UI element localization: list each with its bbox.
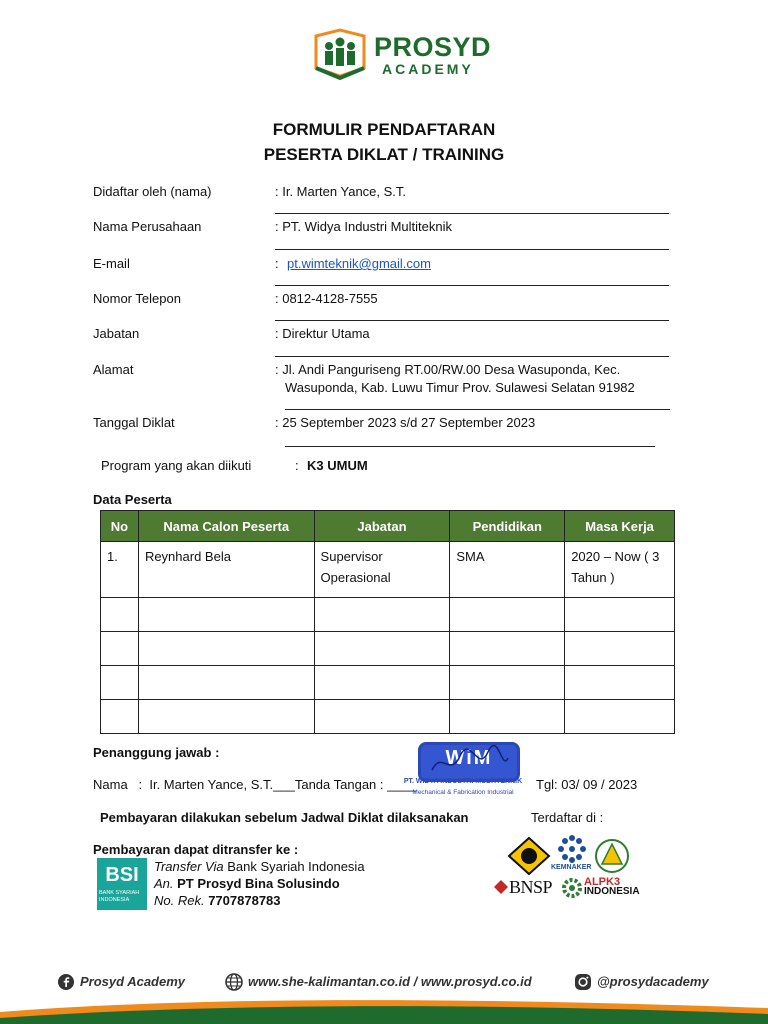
bsi-logo-sub2: INDONESIA [99, 897, 130, 903]
form-title-line1: FORMULIR PENDAFTARAN [272, 120, 496, 139]
cell-nama [138, 598, 314, 632]
divider [275, 356, 669, 357]
cell-pendidikan [450, 632, 565, 666]
divider [275, 285, 669, 286]
cell-jabatan: Supervisor Operasional [314, 542, 450, 598]
via-prefix: Transfer Via [154, 859, 224, 874]
terdaftar-label: Terdaftar di : [531, 810, 604, 825]
penanggung-nama-line: Nama : Ir. Marten Yance, S.T.___Tanda Tangan : ____ [93, 777, 417, 792]
jabatan-label: Jabatan [93, 326, 140, 341]
academy-book-icon [312, 28, 368, 82]
cell-masa-kerja [565, 598, 675, 632]
divider [285, 446, 655, 447]
table-row [101, 700, 675, 734]
alamat-line1: : Jl. Andi Panguriseng RT.00/RW.00 Desa Wasuponda, Kec. [275, 362, 621, 377]
logo-sub: ACADEMY [382, 61, 474, 77]
divider [275, 213, 669, 214]
transfer-heading: Pembayaran dapat ditransfer ke : [93, 842, 299, 857]
cell-pendidikan [450, 598, 565, 632]
bnsp-emblem-icon [492, 878, 510, 896]
cell-no [101, 666, 139, 700]
cell-pendidikan [450, 666, 565, 700]
table-header-row [101, 511, 675, 542]
cell-jabatan [314, 632, 450, 666]
rek-number: 7707878783 [208, 893, 281, 908]
email-colon: : [275, 256, 279, 271]
footer-facebook: Prosyd Academy [80, 974, 186, 989]
form-title-line2: PESERTA DIKLAT / TRAINING [263, 145, 505, 164]
col-masa-kerja: Masa Kerja [565, 511, 675, 542]
alpk3-gear-icon [562, 878, 582, 898]
cell-no [101, 632, 139, 666]
tanggal-value: : 25 September 2023 s/d 27 September 2023 [275, 415, 536, 430]
table-row [101, 666, 675, 700]
bsi-logo [97, 858, 147, 910]
cell-masa-kerja [565, 700, 675, 734]
perusahaan-value: : PT. Widya Industri Multiteknik [275, 219, 452, 234]
bsi-logo-text: BSI [105, 864, 139, 886]
divider [275, 249, 669, 250]
col-nama: Nama Calon Peserta [138, 511, 314, 542]
globe-icon [225, 973, 243, 991]
didaftar-value: : Ir. Marten Yance, S.T. [275, 184, 407, 199]
via-bank: Bank Syariah Indonesia [227, 859, 365, 874]
stamp-company: PT. WIDYA INDUSTRI MULTITEKNIK [403, 778, 523, 785]
cell-no [101, 700, 139, 734]
transfer-via-line [154, 859, 365, 874]
peserta-table [100, 510, 675, 734]
penanggung-heading: Penanggung jawab : [93, 745, 220, 760]
table-row [101, 632, 675, 666]
program-value: K3 UMUM [307, 458, 368, 473]
telepon-value: : 0812-4128-7555 [275, 291, 378, 306]
cell-nama [138, 666, 314, 700]
divider [285, 409, 670, 410]
table-row [101, 598, 675, 632]
cell-jabatan [314, 598, 450, 632]
kemnaker-label: KEMNAKER [551, 864, 592, 871]
email-label: E-mail [93, 256, 130, 271]
an-name: PT Prosyd Bina Solusindo [177, 876, 340, 891]
cell-no [101, 598, 139, 632]
data-peserta-heading: Data Peserta [93, 492, 172, 507]
table-row [101, 542, 675, 598]
an-prefix: An. [154, 876, 174, 891]
alpk3-text2: INDONESIA [584, 886, 640, 897]
rek-prefix: No. Rek. [154, 893, 205, 908]
telepon-label: Nomor Telepon [93, 291, 181, 306]
cell-no: 1. [101, 542, 139, 598]
col-pendidikan: Pendidikan [450, 511, 565, 542]
cell-nama [138, 700, 314, 734]
payment-note: Pembayaran dilakukan sebelum Jadwal Diklat dilaksanakan [100, 810, 469, 825]
divider [275, 320, 669, 321]
perusahaan-label: Nama Perusahaan [93, 219, 202, 234]
jabatan-value: : Direktur Utama [275, 326, 370, 341]
account-name-line [154, 876, 340, 891]
cell-nama: Reynhard Bela [138, 542, 314, 598]
stamp-wim: WiM [445, 747, 493, 769]
logo-name: PROSYD [374, 32, 492, 62]
company-stamp [388, 740, 538, 802]
footer-wave [0, 994, 768, 1024]
program-colon: : [295, 458, 299, 473]
signature-scribble [430, 744, 510, 782]
email-link[interactable]: pt.wimteknik@gmail.com [287, 256, 431, 271]
cell-masa-kerja [565, 632, 675, 666]
k3-emblem-icon [594, 838, 630, 874]
cell-pendidikan [450, 700, 565, 734]
alamat-label: Alamat [93, 362, 134, 377]
cell-nama [138, 632, 314, 666]
bsi-logo-sub1: BANK SYARIAH [99, 890, 140, 896]
alpk3-text1: ALPK3 [584, 876, 621, 888]
didaftar-label: Didaftar oleh (nama) [93, 184, 212, 199]
stamp-sub: Mechanical & Fabrication Industrial [412, 789, 514, 796]
cell-masa-kerja [565, 666, 675, 700]
cell-pendidikan: SMA [450, 542, 565, 598]
col-jabatan: Jabatan [314, 511, 450, 542]
col-no: No [101, 511, 139, 542]
cell-jabatan [314, 700, 450, 734]
kemnaker-logo-icon [556, 834, 588, 864]
footer-instagram: @prosydacademy [597, 974, 709, 989]
alamat-line2: Wasuponda, Kab. Luwu Timur Prov. Sulawesi Selatan 91982 [285, 380, 635, 395]
tanggal-label: Tanggal Diklat [93, 415, 175, 430]
facebook-icon [58, 974, 74, 990]
instagram-icon [574, 973, 592, 991]
bnsp-logo-text: BNSP [509, 877, 553, 897]
cell-masa-kerja: 2020 – Now ( 3 Tahun ) [565, 542, 675, 598]
cell-jabatan [314, 666, 450, 700]
program-label: Program yang akan diikuti [101, 458, 252, 473]
prosyd-logo [312, 28, 492, 86]
account-number-line [154, 893, 281, 908]
esdm-logo-icon [507, 836, 551, 876]
footer-website: www.she-kalimantan.co.id / www.prosyd.co.id [248, 974, 532, 989]
tanggal-tanda-tangan: Tgl: 03/ 09 / 2023 [536, 777, 638, 792]
